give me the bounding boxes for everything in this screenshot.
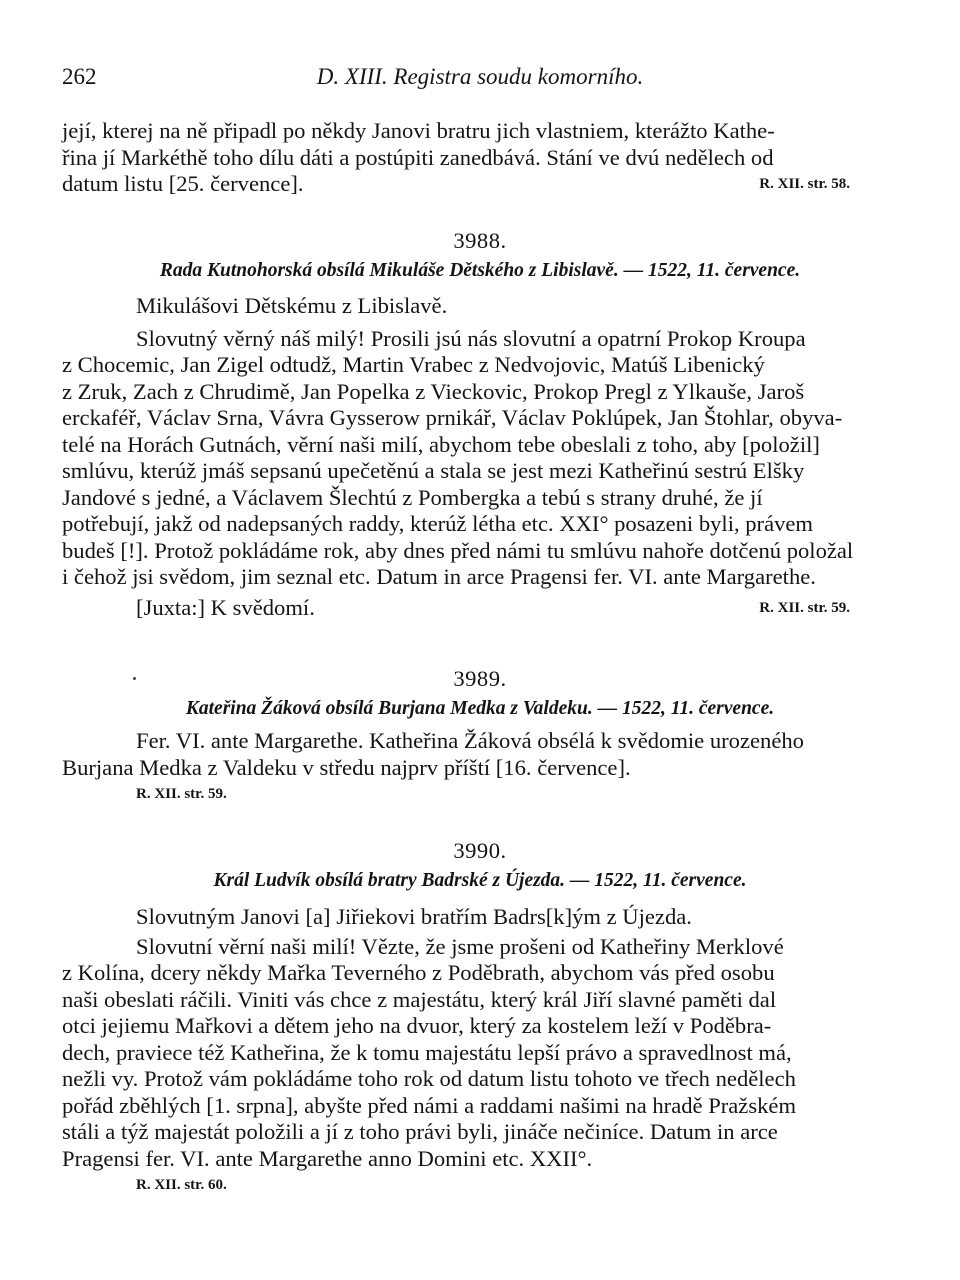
source-reference: R. XII. str. 59. [759, 599, 850, 616]
text-line: otci jejiemu Mařkovi a dětem jeho na dvuor, který za kostelem leží v Poděbra- [62, 1013, 772, 1038]
text-line: Slovutný věrný náš milý! Prosili jsú nás slovutní a opatrní Prokop Kroupa [136, 325, 806, 351]
source-reference: R. XII. str. 58. [759, 176, 850, 192]
text-line: dech, praviece též Katheřina, že k tomu majestátu lepší právo a spravedlnost má, [62, 1039, 792, 1065]
text-line: Jandové s jedné, a Václavem Šlechtú z Pombergka a tebú s strany druhé, že jí [62, 484, 763, 510]
entry-title: Kateřina Žáková obsílá Burjana Medka z Valdeku. — 1522, 11. července. [185, 698, 775, 719]
entry-number: 3990. [453, 838, 507, 863]
text-line: naši obeslati ráčili. Viniti vás chce z majestátu, který král Jiří slavné paměti dal [62, 986, 777, 1012]
text-line [62, 595, 898, 622]
text-line: řina jí Markéthě toho dílu dáti a postúpiti zanedbává. Stání ve dvú nedělech od [62, 144, 774, 170]
text-line: erckaféř, Václav Srna, Vávra Gysserow prnikář, Václav Poklúpek, Jan Štohlar, obyva- [62, 405, 843, 430]
source-reference: R. XII. str. 60. [136, 1177, 227, 1193]
text-line: Slovutní věrní naši milí! Vězte, že jsme prošeni od Katheřiny Merklové [136, 933, 784, 959]
address-line: Slovutným Janovi [a] Jiřiekovi bratřím Badrs[k]ým z Újezda. [136, 904, 692, 929]
running-title: D. XIII. Registra soudu komorního. [316, 64, 644, 89]
text-line: stáli a týž majestát položili a jí z toho právi byli, jináče nečiníce. Datum in arce [62, 1119, 778, 1144]
text-line: nežli vy. Protož vám pokládáme toho rok od datum listu tohoto ve třech nedělech [62, 1066, 796, 1091]
text-line: potřebují, jakž od nadepsaných raddy, kterúž létha etc. XXI° posazeni byli, právem [62, 511, 814, 536]
entry-title: Král Ludvík obsílá bratry Badrské z Újezda. — 1522, 11. července. [213, 870, 747, 891]
entry-3988 [62, 228, 898, 621]
intro-paragraph [62, 118, 898, 198]
text-line: z Chocemic, Jan Zigel odtudž, Martin Vrabec z Nedvojovic, Matúš Libenický [62, 352, 765, 377]
text-line: pořád zběhlých [1. srpna], abyšte před námi a raddami našimi na hradě Pražském [62, 1092, 797, 1118]
closing-note: [Juxta:] K svědomí. [136, 594, 315, 620]
page-number: 262 [62, 64, 97, 89]
text-line: smlúvu, kterúž jmáš sepsanú upečetěnú a stala se jest mezi Katheřinú sestrú Elšky [62, 458, 805, 483]
entry-number: 3988. [453, 228, 507, 253]
text-line: budeš [!]. Protož pokládáme rok, aby dnes před námi tu smlúvu nahoře dotčenú položal [62, 537, 854, 563]
text-line [62, 171, 898, 198]
text-line: Burjana Medka z Valdeku v středu najprv příští [16. července]. [62, 754, 631, 780]
entry-title: Rada Kutnohorská obsílá Mikuláše Dětského z Libislavě. — 1522, 11. července. [159, 260, 801, 281]
text-line: i čehož jsi svědom, jim seznal etc. Datum in arce Pragensi fer. VI. ante Margarethe. [62, 564, 816, 589]
text-line: z Zruk, Zach z Chrudimě, Jan Popelka z Vieckovic, Prokop Pregl z Ylkauše, Jaroš [62, 378, 805, 404]
text-line-content: datum listu [25. července]. [62, 171, 304, 196]
text-line: telé na Horách Gutnách, věrní naši milí, abychom tebe obeslali z toho, aby [položil] [62, 431, 820, 457]
text-line: Pragensi fer. VI. ante Margarethe anno Domini etc. XXII°. [62, 1145, 593, 1171]
entry-number: 3989. [453, 666, 507, 691]
text-line: Fer. VI. ante Margarethe. Katheřina Žáková obsélá k svědomie urozeného [136, 728, 804, 753]
entry-3990 [62, 838, 898, 1198]
text-line: její, kterej na ně připadl po někdy Janovi bratru jich vlastniem, kterážto Kathe- [62, 118, 775, 143]
page-header [62, 64, 898, 94]
source-reference: R. XII. str. 59. [136, 786, 227, 802]
address-line: Mikulášovi Dětskému z Libislavě. [136, 293, 448, 318]
entry-3989 [62, 666, 898, 807]
text-line: z Kolína, dcery někdy Mařka Teverného z Poděbrath, abychom vás před osobu [62, 960, 775, 985]
